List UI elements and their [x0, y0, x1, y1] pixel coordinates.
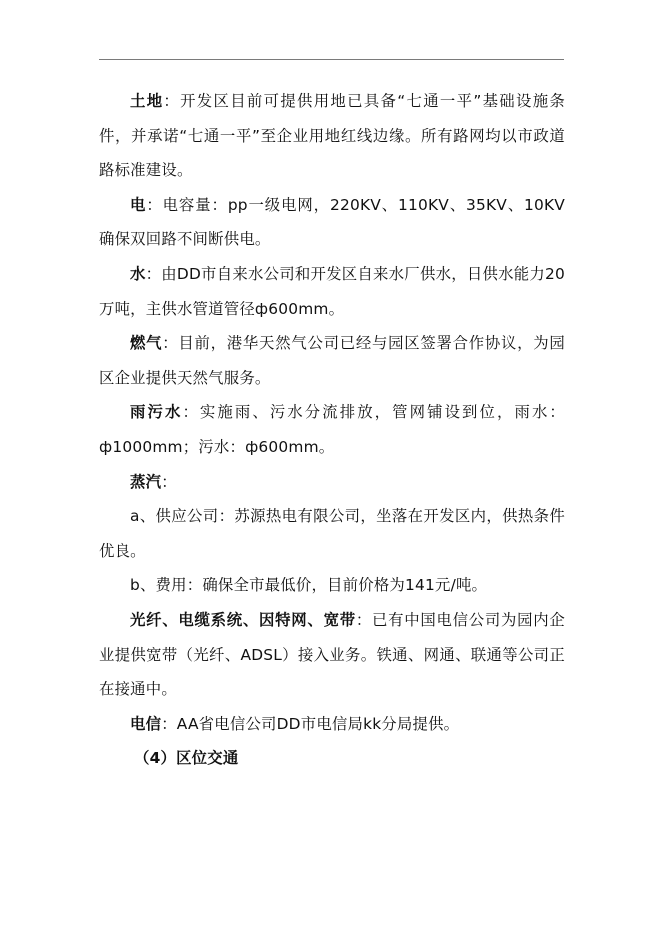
text-electricity: 电容量：pp一级电网，220KV、110KV、35KV、10KV确保双回路不间断供电。: [99, 195, 566, 249]
label-separator: ：: [161, 714, 177, 733]
paragraph-drainage: [99, 395, 565, 464]
label-steam: 蒸汽: [130, 472, 162, 491]
text-drainage: 实施雨、污水分流排放，管网铺设到位，雨水：ф1000mm；污水：ф600mm。: [99, 403, 566, 456]
paragraph-steam-supplier: [99, 499, 565, 568]
header-rule: [99, 59, 564, 60]
paragraph-water: [99, 257, 565, 326]
paragraph-electricity: [99, 188, 565, 257]
label-separator: ：: [355, 610, 372, 629]
paragraph-steam-cost: [99, 568, 565, 603]
label-water: 水: [130, 264, 146, 283]
label-separator: ：: [162, 334, 179, 353]
label-separator: ：: [182, 403, 200, 422]
label-electricity: 电: [130, 195, 147, 214]
label-separator: ：: [145, 264, 162, 283]
text-telecom: AA省电信公司DD市电信局kk分局提供。: [176, 714, 460, 733]
document-body: [99, 84, 565, 776]
label-separator: ：: [146, 195, 163, 214]
text-land: 开发区目前可提供用地已具备“七通一平”基础设施条件，并承诺“七通一平”至企业用地红线边缘。所有路网均以市政道路标准建设。: [99, 92, 565, 180]
paragraph-broadband: [99, 603, 565, 707]
text-gas: 目前，港华天然气公司已经与园区签署合作协议，为园区企业提供天然气服务。: [99, 334, 565, 387]
paragraph-gas: [99, 326, 565, 395]
section-heading-location-traffic: （4）区位交通: [134, 749, 239, 768]
text-steam-cost: b、费用：确保全市最低价，目前价格为141元/吨。: [130, 576, 488, 595]
paragraph-land: [99, 84, 565, 188]
paragraph-steam-heading: [99, 465, 565, 500]
label-land: 土地: [130, 92, 164, 110]
text-water: 由DD市自来水公司和开发区自来水厂供水，日供水能力20万吨，主供水管道管径ф600mm。: [99, 264, 566, 318]
label-separator: ：: [163, 92, 181, 110]
label-telecom: 电信: [130, 714, 162, 733]
label-broadband: 光纤、电缆系统、因特网、宽带: [130, 610, 356, 629]
paragraph-telecom: [99, 707, 565, 742]
text-steam-supplier: a、供应公司：苏源热电有限公司，坐落在开发区内，供热条件优良。: [99, 507, 565, 560]
label-gas: 燃气: [130, 334, 163, 353]
label-drainage: 雨污水: [130, 403, 183, 422]
text-broadband: 已有中国电信公司为园内企业提供宽带（光纤、ADSL）接入业务。铁通、网通、联通等公司正在接通中。: [99, 610, 565, 699]
label-separator: ：: [161, 472, 177, 491]
